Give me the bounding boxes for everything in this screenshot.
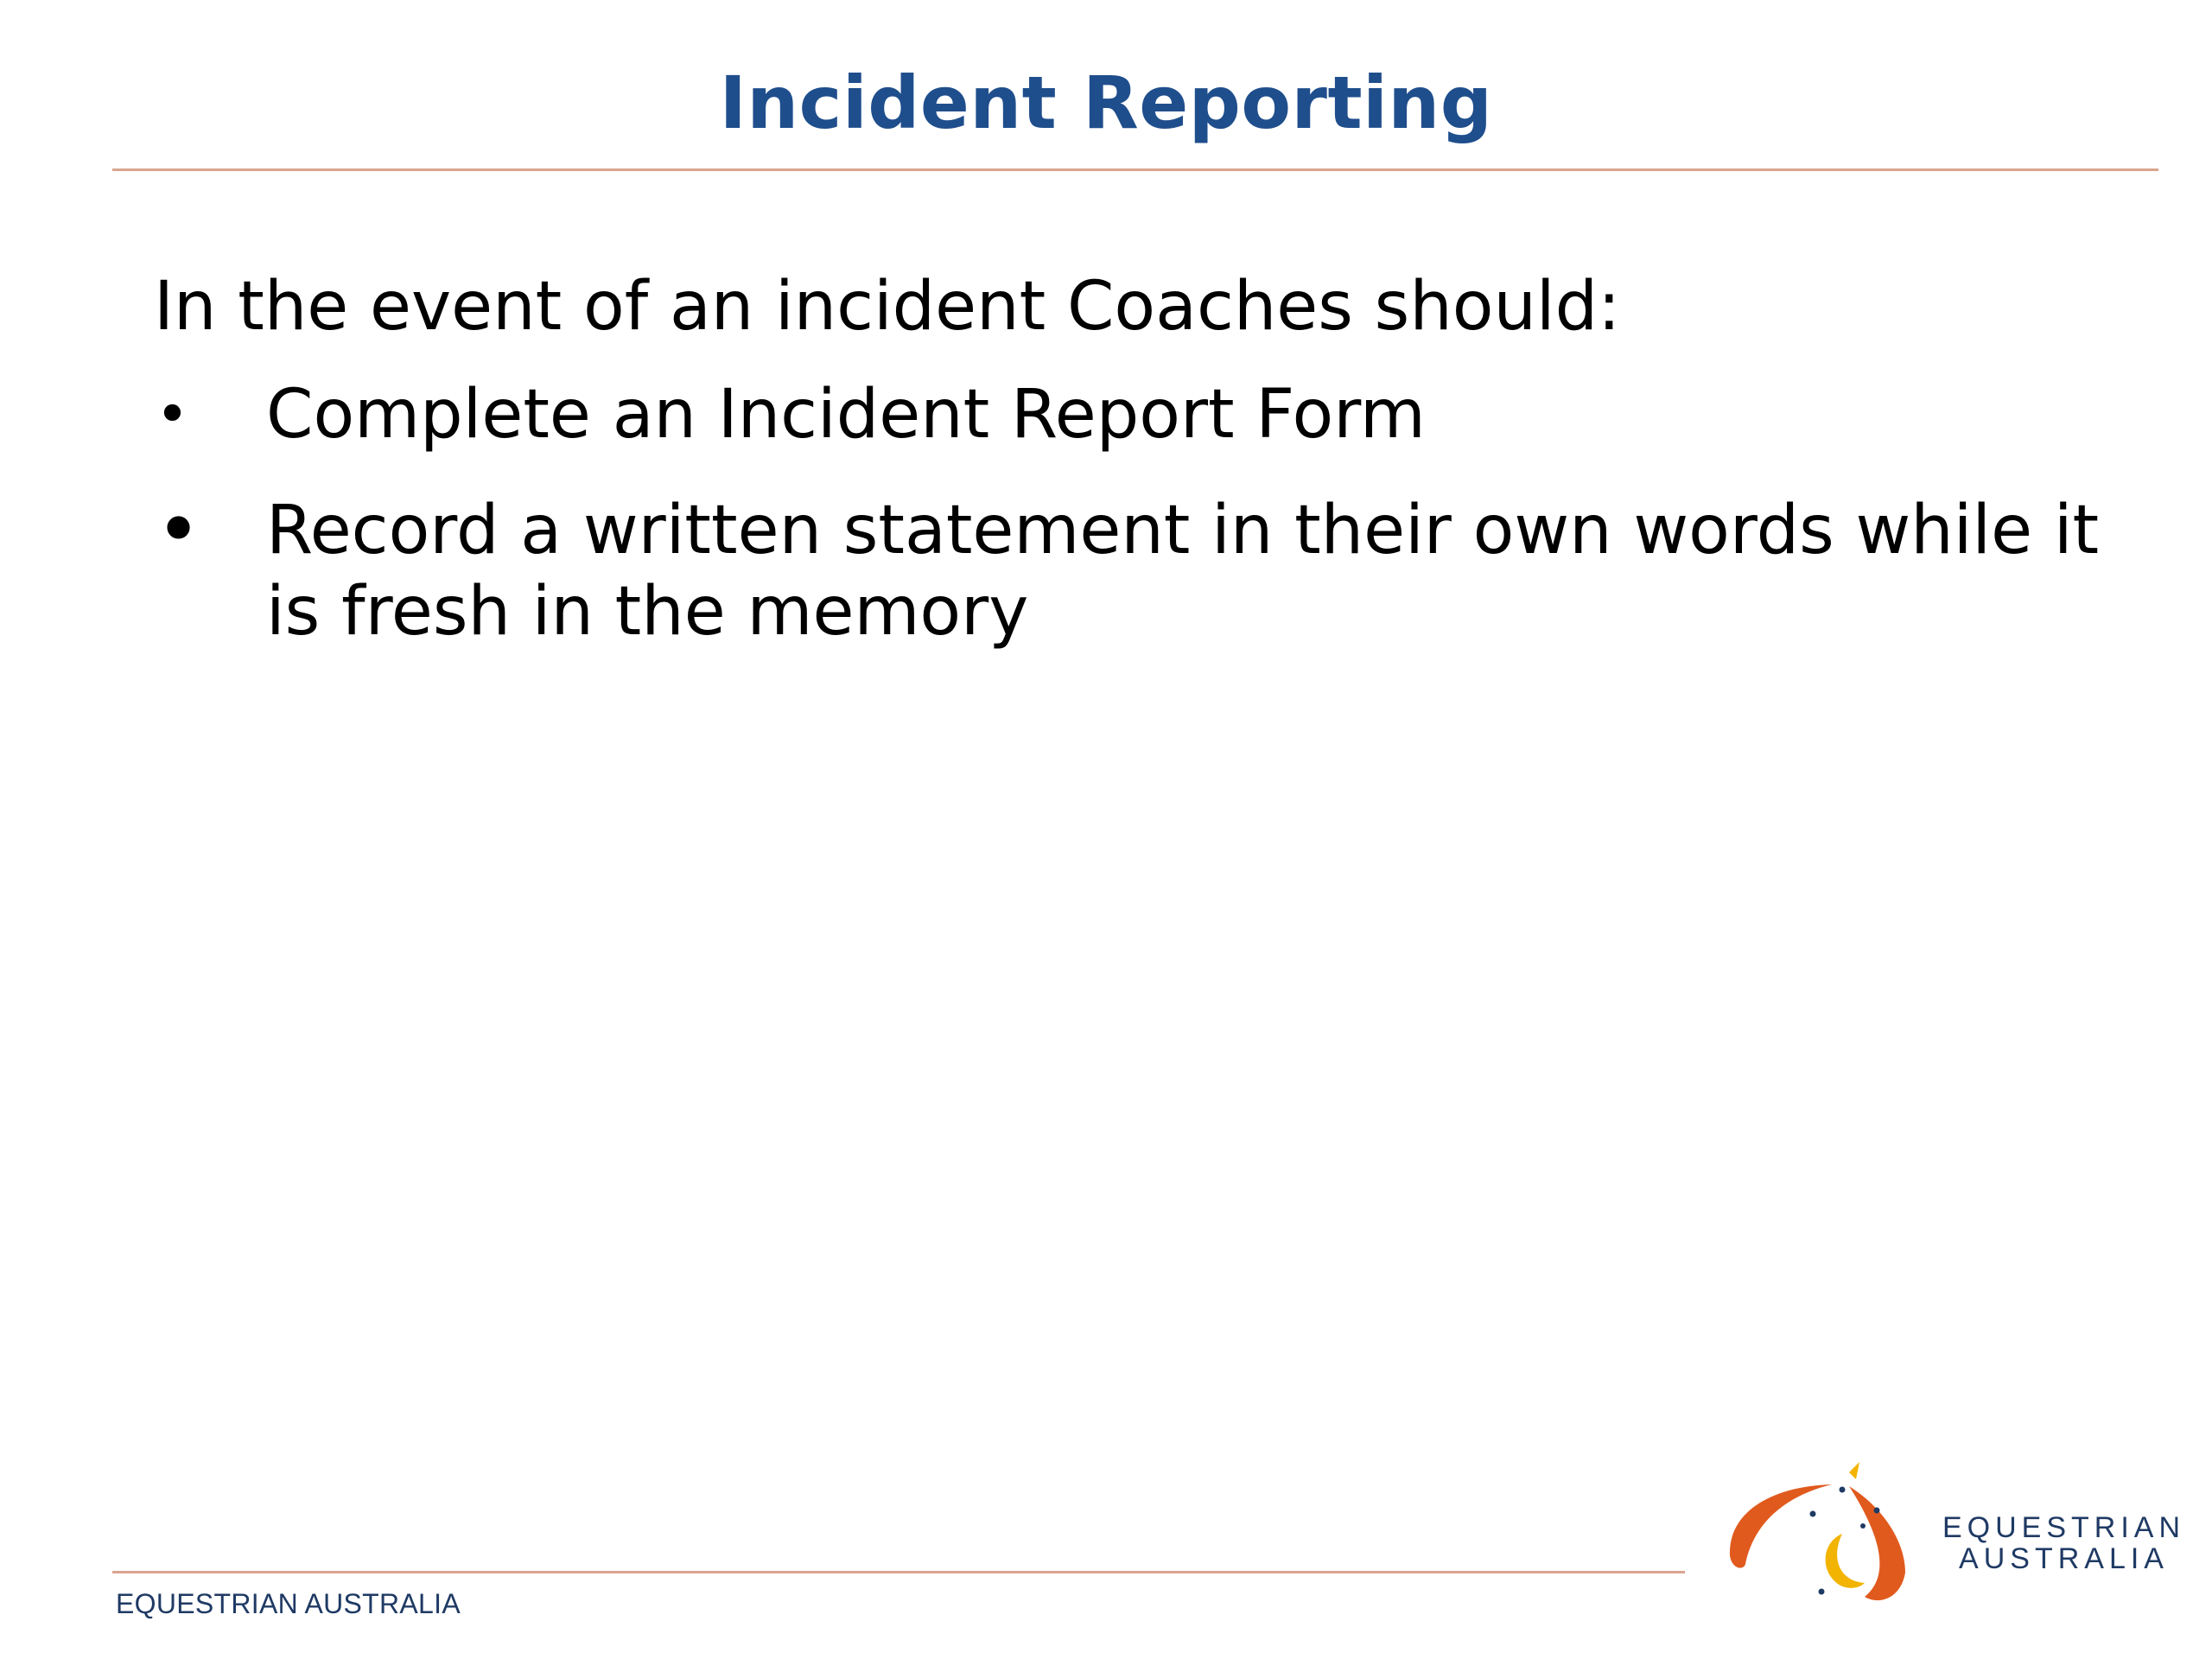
equestrian-australia-logo-icon	[1719, 1460, 1918, 1607]
intro-text: In the event of an incident Coaches should:	[154, 268, 1621, 346]
logo-line-1: EQUESTRIAN	[1942, 1511, 2186, 1544]
footer-divider	[112, 1571, 1685, 1573]
slide-title: Incident Reporting	[719, 60, 1493, 145]
bullet-text: Complete an Incident Report Form	[266, 376, 1426, 454]
footer-organisation: EQUESTRIAN AUSTRALIA	[116, 1588, 461, 1619]
title-divider	[112, 168, 2158, 171]
slide-body	[154, 264, 2107, 687]
bullet-marker: •	[156, 381, 189, 448]
equestrian-australia-logo	[1719, 1460, 2203, 1616]
bullet-item	[154, 485, 2107, 652]
bullet-text: Record a written statement in their own words while it is fresh in the memory	[266, 492, 2100, 651]
bullet-list	[154, 374, 2107, 652]
logo-line-2: AUSTRALIA	[1959, 1542, 2169, 1575]
bullet-marker: •	[156, 485, 202, 575]
bullet-item	[154, 374, 2107, 455]
logo-wordmark	[1942, 1512, 2185, 1574]
